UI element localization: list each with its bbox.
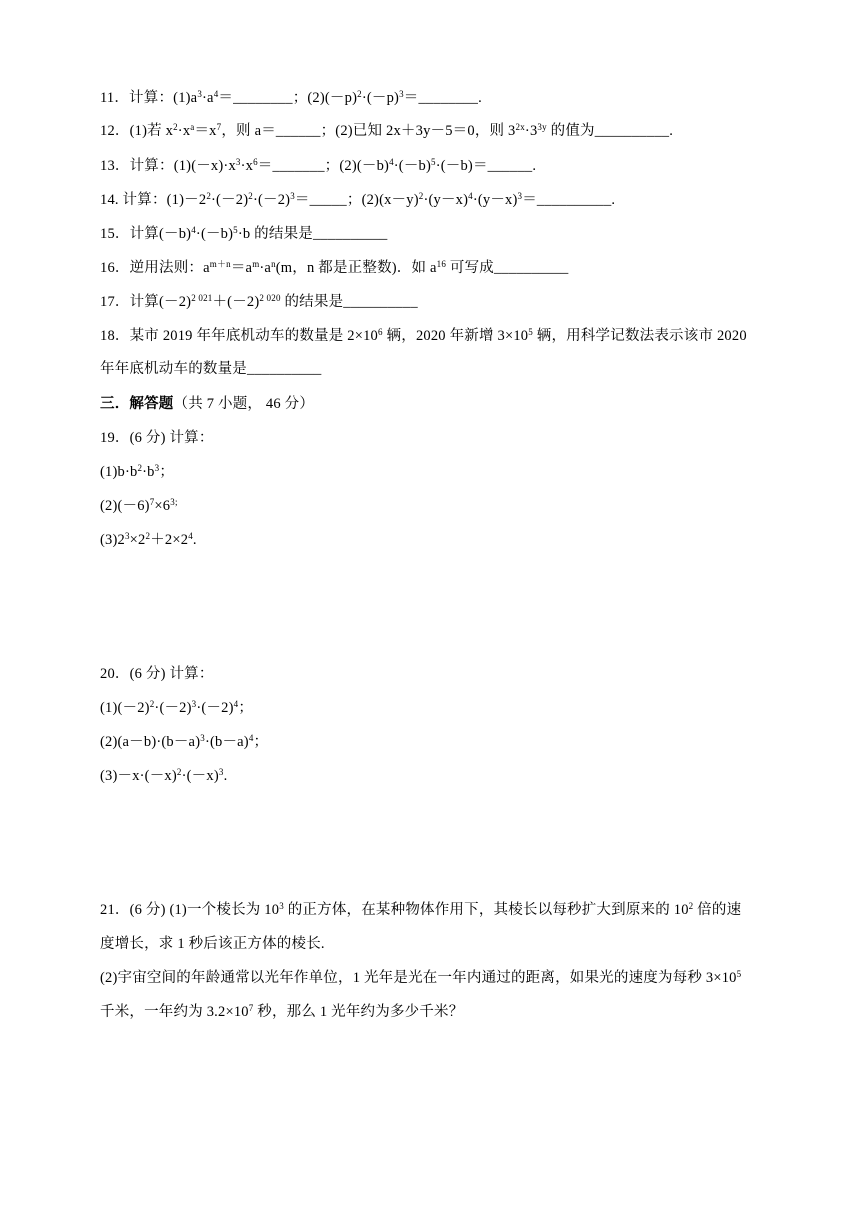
line-q15: 15．计算$(-b)^4\cdot(-b)^5\cdot b$ 的结果是__________: [100, 225, 388, 242]
line-q18b: 年年底机动车的数量是__________: [100, 361, 322, 377]
line-q19_2: $(2)(-6)^7\times 6^{3;}$: [100, 497, 178, 514]
line-q16: 16．逆用法则：$a^{m+n}=a^m\cdot a^n(m$，n 都是正整数)．如 $a^{16}$ 可写成__________: [100, 259, 569, 276]
line-q20_3: $(3)-x\cdot(-x)^2\cdot(-x)^3$.: [100, 767, 228, 784]
line-q14: 14. 计算：$(1)-2^2\cdot(-2)^2\cdot(-2)^3=\_\_\_\_\_$；$(2)(x-y)^2\cdot(y-x)^4\cdot(y-x)^3=\_\_\_\_\_\_\_\_\_\_$.: [100, 191, 616, 208]
line-q21d: 千米，一年约为 $3.2\times 10^7$ 秒，那么 1 光年约为多少千米？: [100, 1003, 464, 1020]
line-sec3: 三．解答题（共 7 小题， 46 分）: [100, 396, 315, 412]
line-q19_1: $(1)b\cdot b^2\cdot b^3$；: [100, 463, 175, 480]
line-q20: 20．(6 分) 计算：: [100, 666, 214, 682]
line-q18a: 18．某市 2019 年年底机动车的数量是 $2\times 10^6$ 辆，2020 年新增 $3\times 10^5$ 辆，用科学记数法表示该市 2020: [100, 327, 747, 344]
line-q21c: (2)宇宙空间的年龄通常以光年作单位，1 光年是光在一年内通过的距离，如果光的速度为每秒 $3\times 10^5$: [100, 969, 742, 986]
line-q19: 19．(6 分) 计算：: [100, 430, 214, 446]
line-q20_2: $(2)(a-b)\cdot(b-a)^3\cdot(b-a)^4$；: [100, 733, 269, 750]
line-q17: 17．计算$(-2)^{2 021}+(-2)^{2 020}$ 的结果是__________: [100, 293, 418, 310]
line-q21a: 21．(6 分) (1)一个棱长为 $10^3$ 的正方体，在某种物体作用下，其棱长以每秒扩大到原来的 $10^2$ 倍的速: [100, 901, 742, 918]
line-q21b: 度增长，求 1 秒后该正方体的棱长.: [100, 936, 325, 952]
line-q19_3: $(3)2^3\times 2^2+2\times 2^4$.: [100, 531, 197, 548]
line-q13: 13．计算：$(1)(-x)\cdot x^3\cdot x^6=\_\_\_\_\_\_\_$；$(2)(-b)^4\cdot(-b)^5\cdot(-b)=\_\_\_\_\_\_$.: [100, 157, 537, 174]
line-q11: 11．计算：$(1)a^3\cdot a^4=\_\_\_\_\_\_\_\_$；$(2)(-p)^2\cdot(-p)^3=\_\_\_\_\_\_\_\_$.: [100, 89, 482, 106]
line-q20_1: $(1)(-2)^2\cdot(-2)^3\cdot(-2)^4$；: [100, 699, 254, 716]
line-q12: 12．(1)若 $x^2\cdot x^a=x^7$，则 a＝______；(2)已知 2x＋3y－5＝0，则 $3^{2x}\cdot 3^{3y}$ 的值为__________.: [100, 122, 674, 139]
